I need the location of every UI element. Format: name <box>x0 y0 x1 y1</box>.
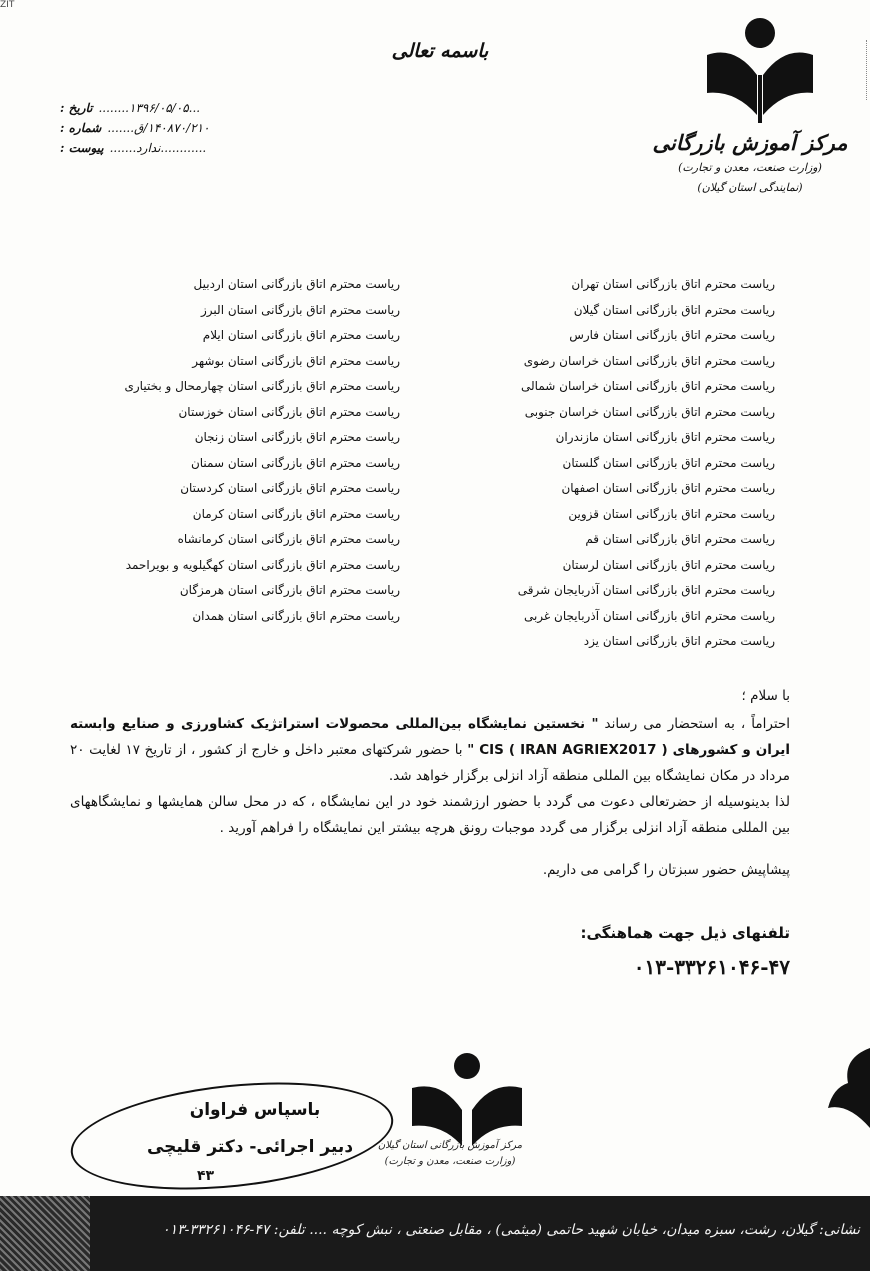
recipient: ریاست محترم اتاق بازرگانی استان بوشهر <box>192 353 400 368</box>
meta-attachment <box>60 138 240 158</box>
attachment-value: ............ندارد....... <box>109 141 207 155</box>
greeting: با سلام ؛ <box>741 688 790 704</box>
recipient: ریاست محترم اتاق بازرگانی استان خراسان شمالی <box>521 379 775 393</box>
recipient: ریاست محترم اتاق بازرگانی استان سمنان <box>190 455 400 470</box>
logo-left-wing <box>707 53 757 116</box>
recipient: ریاست محترم اتاق بازرگانی استان گیلان <box>573 302 775 317</box>
exhibition-title: " نخستین نمایشگاه بین‌المللی محصولات استراتژیک کشاورزی و صنایع وابسته ایران و کشورهای CIS ( IRAN AGRIEX2017 ) " <box>70 716 790 758</box>
recipient: ریاست محترم اتاق بازرگانی استان خراسان جنوبی <box>524 404 775 419</box>
logo-right-wing <box>763 53 813 116</box>
signature-title: دبیر اجرائی- دکتر قلیچی <box>146 1137 354 1157</box>
handwritten-mark: ۴۳ <box>197 1168 215 1184</box>
recipient: ریاست محترم اتاق بازرگانی استان کهگیلویه و بویراحمد <box>125 557 400 572</box>
stamp-line-2: (وزارت صنعت، معدن و تجارت) <box>384 1156 516 1167</box>
recipient: ریاست محترم اتاق بازرگانی استان قم <box>585 532 775 546</box>
recipient: ریاست محترم اتاق بازرگانی استان آذربایجان غربی <box>523 608 775 623</box>
recipient: ریاست محترم اتاق بازرگانی استان کرمان <box>192 506 400 521</box>
stamp-head <box>454 1053 480 1079</box>
recipient: ریاست محترم اتاق بازرگانی استان یزد <box>583 634 775 648</box>
recipient: ریاست محترم اتاق بازرگانی استان اصفهان <box>561 481 775 495</box>
org-logo-icon <box>705 15 815 130</box>
signature-oval <box>66 1068 399 1203</box>
date-label: تاریخ : <box>60 101 93 115</box>
letter-body <box>70 683 790 883</box>
p1-intro: احتراماً ، به استحضار می رساند <box>598 716 790 732</box>
number-label: شماره : <box>60 121 102 135</box>
signature-thanks: باسپاس فراوان <box>189 1100 321 1120</box>
p1-rest: با حضور شرکتهای معتبر داخل و خارج از کشور ، از تاریخ ۱۷ لغایت ۲۰ مرداد در مکان نمایشگاه بین المللی منطقه آزاد انزلی برگزار خواهد شد. <box>70 742 790 784</box>
recipient: ریاست محترم اتاق بازرگانی استان همدان <box>192 608 400 623</box>
date-value: ...۱۳۹۶/۰۵/۰۵........ <box>98 101 201 115</box>
basmala: باسمه تعالی <box>391 40 489 62</box>
recipient: ریاست محترم اتاق بازرگانی استان گلستان <box>562 455 775 470</box>
letter-meta <box>60 98 240 158</box>
recipient: ریاست محترم اتاق بازرگانی استان آذربایجان شرقی <box>517 583 775 597</box>
recipient: ریاست محترم اتاق بازرگانی استان فارس <box>569 328 775 342</box>
fragment-shape <box>828 1048 870 1128</box>
recipient: ریاست محترم اتاق بازرگانی استان لرستان <box>562 557 775 572</box>
meta-number <box>60 118 240 138</box>
recipients-left <box>70 272 400 629</box>
partial-logo-icon <box>828 1048 870 1128</box>
phone-numbers: ۰۱۳-۳۳۲۶۱۰۴۶-۴۷ <box>633 955 790 979</box>
recipient: ریاست محترم اتاق بازرگانی استان البرز <box>201 302 400 317</box>
footer-address: نشانی: گیلان، رشت، سبزه میدان، خیابان شهید حاتمی (میثمی) ، مقابل صنعتی ، نبش کوچه .... تلفن: ۴۷-۳۳۲۶۱۰۴۶-۰۱۳ <box>162 1222 860 1238</box>
org-ministry: (وزارت صنعت، معدن و تجارت) <box>678 161 822 174</box>
recipient: ریاست محترم اتاق بازرگانی استان هرمزگان <box>179 583 400 597</box>
recipient: ریاست محترم اتاق بازرگانی استان ایلام <box>202 328 400 342</box>
recipient: ریاست محترم اتاق بازرگانی استان خراسان رضوی <box>523 353 775 368</box>
stamp-line-1: مرکز آموزش بازرگانی استان گیلان <box>377 1140 523 1151</box>
org-block <box>650 128 850 198</box>
footer-noise <box>0 1196 90 1271</box>
corner-mark: ZIT <box>0 0 15 10</box>
margin-dots <box>856 40 867 100</box>
recipient: ریاست محترم اتاق بازرگانی استان کرمانشاه <box>177 532 400 546</box>
recipient: ریاست محترم اتاق بازرگانی استان مازندران <box>555 430 775 444</box>
org-branch: (نمایندگی استان گیلان) <box>697 181 803 194</box>
attachment-label: پیوست : <box>60 141 104 155</box>
paragraph-request: لذا بدینوسیله از حضرتعالی دعوت می گردد با حضور ارزشمند خود در این نمایشگاه ، که در محل سالن همایشها و نمایشگاههای بین المللی منطقه آزاد انزلی برگزار می گردد موجبات رونق هرچه بیشتر این نمایشگاه را فراهم آورید . <box>70 794 790 836</box>
recipient: ریاست محترم اتاق بازرگانی استان کردستان <box>180 481 400 495</box>
paragraph-invitation <box>70 711 790 789</box>
recipients-right <box>445 272 775 655</box>
phones-label: تلفنهای ذیل جهت هماهنگی: <box>580 924 790 942</box>
stamp-logo-icon <box>372 1048 547 1193</box>
recipient: ریاست محترم اتاق بازرگانی استان زنجان <box>194 430 400 444</box>
logo-stem <box>758 75 762 123</box>
number-value: ۱۴۰۸۷۰/۲۱۰/ق....... <box>107 121 210 135</box>
recipient: ریاست محترم اتاق بازرگانی استان اردبیل <box>193 277 400 291</box>
recipient: ریاست محترم اتاق بازرگانی استان چهارمحال و بختیاری <box>124 379 400 393</box>
org-name: مرکز آموزش بازرگانی <box>652 130 848 155</box>
stamp-text <box>360 1138 540 1170</box>
recipient: ریاست محترم اتاق بازرگانی استان قزوین <box>568 506 775 521</box>
recipient: ریاست محترم اتاق بازرگانی استان تهران <box>571 277 775 291</box>
closing-line: پیشاپیش حضور سبزتان را گرامی می داریم. <box>542 862 790 878</box>
recipient: ریاست محترم اتاق بازرگانی استان خوزستان <box>178 404 400 419</box>
meta-date <box>60 98 240 118</box>
logo-head <box>745 18 775 48</box>
